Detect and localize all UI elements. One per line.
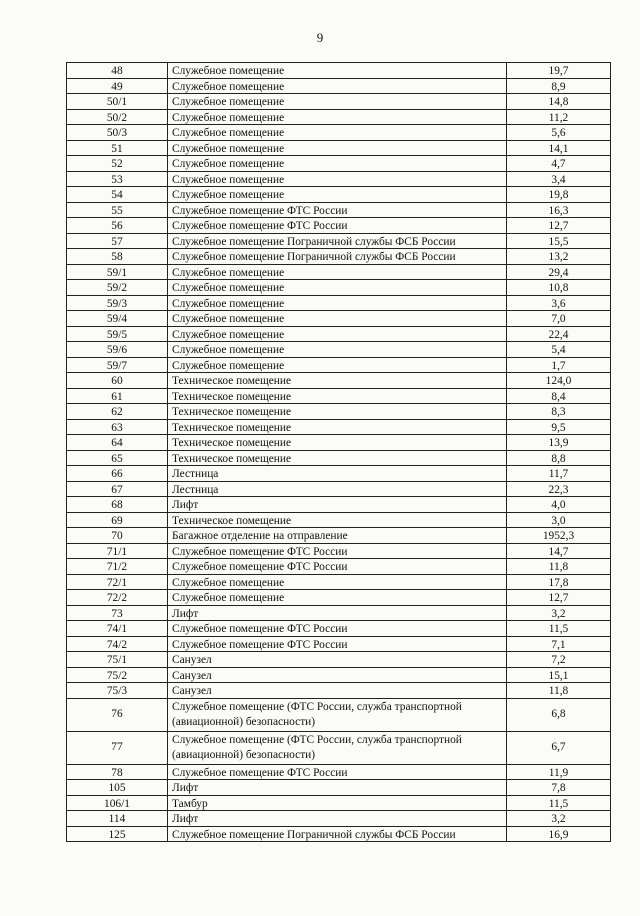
table-row bbox=[67, 264, 611, 280]
room-number-cell: 71/2 bbox=[67, 559, 168, 575]
room-number-cell: 75/2 bbox=[67, 667, 168, 683]
table-row bbox=[67, 388, 611, 404]
table-row bbox=[67, 698, 611, 731]
room-area-cell: 5,4 bbox=[507, 342, 611, 358]
room-number-cell: 70 bbox=[67, 528, 168, 544]
room-number-cell: 72/2 bbox=[67, 590, 168, 606]
room-name-cell: Служебное помещение ФТС России bbox=[168, 543, 507, 559]
room-name-cell: Служебное помещение bbox=[168, 156, 507, 172]
room-name-cell: Служебное помещение ФТС России bbox=[168, 218, 507, 234]
table-row bbox=[67, 419, 611, 435]
page-number: 9 bbox=[316, 30, 324, 45]
room-area-cell: 7,8 bbox=[507, 780, 611, 796]
room-name-cell: Техническое помещение bbox=[168, 435, 507, 451]
room-number-cell: 59/7 bbox=[67, 357, 168, 373]
room-name-cell: Служебное помещение Пограничной службы ФСБ России bbox=[168, 826, 507, 842]
table-row bbox=[67, 450, 611, 466]
table-row bbox=[67, 311, 611, 327]
room-area-cell: 11,2 bbox=[507, 109, 611, 125]
room-name-cell: Лифт bbox=[168, 497, 507, 513]
room-number-cell: 54 bbox=[67, 187, 168, 203]
room-area-cell: 19,8 bbox=[507, 187, 611, 203]
room-area-cell: 14,7 bbox=[507, 543, 611, 559]
room-number-cell: 58 bbox=[67, 249, 168, 265]
room-area-cell: 22,3 bbox=[507, 481, 611, 497]
table-row bbox=[67, 280, 611, 296]
room-name-cell: Служебное помещение bbox=[168, 264, 507, 280]
room-number-cell: 73 bbox=[67, 605, 168, 621]
table-row bbox=[67, 574, 611, 590]
table-row bbox=[67, 156, 611, 172]
table-row bbox=[67, 528, 611, 544]
room-number-cell: 66 bbox=[67, 466, 168, 482]
room-name-cell: Санузел bbox=[168, 667, 507, 683]
table-row bbox=[67, 683, 611, 699]
room-name-cell: Техническое помещение bbox=[168, 388, 507, 404]
room-number-cell: 67 bbox=[67, 481, 168, 497]
room-area-cell: 124,0 bbox=[507, 373, 611, 389]
room-area-cell: 13,2 bbox=[507, 249, 611, 265]
room-area-cell: 7,0 bbox=[507, 311, 611, 327]
room-name-cell: Лифт bbox=[168, 780, 507, 796]
table-row bbox=[67, 636, 611, 652]
room-number-cell: 72/1 bbox=[67, 574, 168, 590]
room-area-cell: 8,8 bbox=[507, 450, 611, 466]
room-name-cell: Служебное помещение bbox=[168, 63, 507, 79]
room-name-cell: Служебное помещение bbox=[168, 140, 507, 156]
room-name-cell: Санузел bbox=[168, 683, 507, 699]
room-area-cell: 16,3 bbox=[507, 202, 611, 218]
room-area-cell: 16,9 bbox=[507, 826, 611, 842]
room-area-cell: 1,7 bbox=[507, 357, 611, 373]
table-row bbox=[67, 466, 611, 482]
room-number-cell: 48 bbox=[67, 63, 168, 79]
room-name-cell: Багажное отделение на отправление bbox=[168, 528, 507, 544]
room-number-cell: 57 bbox=[67, 233, 168, 249]
room-name-cell: Служебное помещение bbox=[168, 326, 507, 342]
room-area-cell: 12,7 bbox=[507, 590, 611, 606]
room-area-cell: 14,8 bbox=[507, 94, 611, 110]
room-area-cell: 3,0 bbox=[507, 512, 611, 528]
room-area-cell: 11,5 bbox=[507, 795, 611, 811]
room-name-cell: Служебное помещение bbox=[168, 295, 507, 311]
room-number-cell: 56 bbox=[67, 218, 168, 234]
room-name-cell: Тамбур bbox=[168, 795, 507, 811]
room-area-cell: 3,6 bbox=[507, 295, 611, 311]
room-number-cell: 59/6 bbox=[67, 342, 168, 358]
room-area-cell: 3,2 bbox=[507, 605, 611, 621]
room-area-cell: 12,7 bbox=[507, 218, 611, 234]
room-name-cell: Служебное помещение bbox=[168, 357, 507, 373]
rooms-table bbox=[66, 62, 611, 842]
room-number-cell: 125 bbox=[67, 826, 168, 842]
room-name-cell: Служебное помещение Пограничной службы ФСБ России bbox=[168, 233, 507, 249]
room-name-cell: Служебное помещение bbox=[168, 187, 507, 203]
room-number-cell: 71/1 bbox=[67, 543, 168, 559]
table-row bbox=[67, 342, 611, 358]
table-row bbox=[67, 590, 611, 606]
room-number-cell: 50/1 bbox=[67, 94, 168, 110]
room-area-cell: 3,4 bbox=[507, 171, 611, 187]
table-row bbox=[67, 94, 611, 110]
room-area-cell: 22,4 bbox=[507, 326, 611, 342]
room-name-cell: Лифт bbox=[168, 605, 507, 621]
table-row bbox=[67, 373, 611, 389]
table-row bbox=[67, 140, 611, 156]
room-name-cell: Служебное помещение ФТС России bbox=[168, 621, 507, 637]
room-area-cell: 10,8 bbox=[507, 280, 611, 296]
room-name-cell: Служебное помещение ФТС России bbox=[168, 202, 507, 218]
table-row bbox=[67, 811, 611, 827]
room-number-cell: 63 bbox=[67, 419, 168, 435]
room-name-cell: Служебное помещение bbox=[168, 109, 507, 125]
table-row bbox=[67, 187, 611, 203]
room-number-cell: 106/1 bbox=[67, 795, 168, 811]
rooms-table-body bbox=[67, 63, 611, 842]
table-row bbox=[67, 202, 611, 218]
room-number-cell: 68 bbox=[67, 497, 168, 513]
table-row bbox=[67, 233, 611, 249]
table-row bbox=[67, 795, 611, 811]
room-name-cell: Служебное помещение bbox=[168, 280, 507, 296]
room-area-cell: 15,5 bbox=[507, 233, 611, 249]
room-area-cell: 9,5 bbox=[507, 419, 611, 435]
room-number-cell: 105 bbox=[67, 780, 168, 796]
table-row bbox=[67, 497, 611, 513]
room-area-cell: 8,9 bbox=[507, 78, 611, 94]
room-number-cell: 77 bbox=[67, 731, 168, 764]
room-name-cell: Служебное помещение bbox=[168, 78, 507, 94]
room-number-cell: 64 bbox=[67, 435, 168, 451]
table-row bbox=[67, 621, 611, 637]
table-row bbox=[67, 543, 611, 559]
room-area-cell: 1952,3 bbox=[507, 528, 611, 544]
room-name-cell: Техническое помещение bbox=[168, 404, 507, 420]
room-name-cell: Служебное помещение ФТС России bbox=[168, 764, 507, 780]
room-name-cell: Техническое помещение bbox=[168, 450, 507, 466]
room-name-cell: Техническое помещение bbox=[168, 373, 507, 389]
room-area-cell: 7,1 bbox=[507, 636, 611, 652]
room-number-cell: 60 bbox=[67, 373, 168, 389]
room-area-cell: 11,8 bbox=[507, 559, 611, 575]
room-area-cell: 15,1 bbox=[507, 667, 611, 683]
room-number-cell: 114 bbox=[67, 811, 168, 827]
room-name-cell: Служебное помещение bbox=[168, 590, 507, 606]
table-row bbox=[67, 326, 611, 342]
room-area-cell: 11,5 bbox=[507, 621, 611, 637]
table-row bbox=[67, 249, 611, 265]
table-row bbox=[67, 780, 611, 796]
table-row bbox=[67, 764, 611, 780]
table-row bbox=[67, 109, 611, 125]
table-row bbox=[67, 667, 611, 683]
room-number-cell: 69 bbox=[67, 512, 168, 528]
room-number-cell: 49 bbox=[67, 78, 168, 94]
room-area-cell: 13,9 bbox=[507, 435, 611, 451]
room-name-cell: Служебное помещение (ФТС России, служба транспортной (авиационной) безопасности) bbox=[168, 731, 507, 764]
table-row bbox=[67, 605, 611, 621]
room-number-cell: 51 bbox=[67, 140, 168, 156]
room-area-cell: 3,2 bbox=[507, 811, 611, 827]
room-name-cell: Служебное помещение (ФТС России, служба транспортной (авиационной) безопасности) bbox=[168, 698, 507, 731]
table-row bbox=[67, 125, 611, 141]
table-row bbox=[67, 512, 611, 528]
table-row bbox=[67, 404, 611, 420]
table-row bbox=[67, 218, 611, 234]
room-area-cell: 29,4 bbox=[507, 264, 611, 280]
table-row bbox=[67, 63, 611, 79]
room-area-cell: 11,9 bbox=[507, 764, 611, 780]
room-area-cell: 11,8 bbox=[507, 683, 611, 699]
table-row bbox=[67, 731, 611, 764]
room-area-cell: 8,4 bbox=[507, 388, 611, 404]
room-number-cell: 59/3 bbox=[67, 295, 168, 311]
room-area-cell: 11,7 bbox=[507, 466, 611, 482]
room-number-cell: 59/1 bbox=[67, 264, 168, 280]
room-name-cell: Лестница bbox=[168, 481, 507, 497]
room-name-cell: Служебное помещение bbox=[168, 311, 507, 327]
room-number-cell: 59/4 bbox=[67, 311, 168, 327]
room-name-cell: Служебное помещение bbox=[168, 574, 507, 590]
room-number-cell: 55 bbox=[67, 202, 168, 218]
room-area-cell: 8,3 bbox=[507, 404, 611, 420]
room-number-cell: 59/2 bbox=[67, 280, 168, 296]
room-area-cell: 7,2 bbox=[507, 652, 611, 668]
room-area-cell: 5,6 bbox=[507, 125, 611, 141]
room-name-cell: Техническое помещение bbox=[168, 419, 507, 435]
table-row bbox=[67, 481, 611, 497]
room-area-cell: 4,7 bbox=[507, 156, 611, 172]
room-number-cell: 59/5 bbox=[67, 326, 168, 342]
table-row bbox=[67, 171, 611, 187]
room-name-cell: Техническое помещение bbox=[168, 512, 507, 528]
room-area-cell: 19,7 bbox=[507, 63, 611, 79]
room-number-cell: 52 bbox=[67, 156, 168, 172]
room-name-cell: Служебное помещение bbox=[168, 342, 507, 358]
room-area-cell: 4,0 bbox=[507, 497, 611, 513]
room-area-cell: 6,7 bbox=[507, 731, 611, 764]
table-row bbox=[67, 295, 611, 311]
table-row bbox=[67, 652, 611, 668]
room-number-cell: 50/3 bbox=[67, 125, 168, 141]
room-number-cell: 74/2 bbox=[67, 636, 168, 652]
room-number-cell: 76 bbox=[67, 698, 168, 731]
table-row bbox=[67, 357, 611, 373]
room-number-cell: 78 bbox=[67, 764, 168, 780]
room-number-cell: 62 bbox=[67, 404, 168, 420]
room-name-cell: Лифт bbox=[168, 811, 507, 827]
room-name-cell: Служебное помещение Пограничной службы ФСБ России bbox=[168, 249, 507, 265]
room-name-cell: Санузел bbox=[168, 652, 507, 668]
room-area-cell: 17,8 bbox=[507, 574, 611, 590]
room-name-cell: Служебное помещение bbox=[168, 171, 507, 187]
table-row bbox=[67, 78, 611, 94]
room-name-cell: Служебное помещение ФТС России bbox=[168, 559, 507, 575]
room-name-cell: Служебное помещение bbox=[168, 94, 507, 110]
room-number-cell: 75/3 bbox=[67, 683, 168, 699]
room-area-cell: 14,1 bbox=[507, 140, 611, 156]
room-number-cell: 75/1 bbox=[67, 652, 168, 668]
room-name-cell: Лестница bbox=[168, 466, 507, 482]
room-area-cell: 6,8 bbox=[507, 698, 611, 731]
table-row bbox=[67, 826, 611, 842]
room-number-cell: 65 bbox=[67, 450, 168, 466]
room-name-cell: Служебное помещение ФТС России bbox=[168, 636, 507, 652]
table-row bbox=[67, 435, 611, 451]
room-number-cell: 50/2 bbox=[67, 109, 168, 125]
room-number-cell: 53 bbox=[67, 171, 168, 187]
room-name-cell: Служебное помещение bbox=[168, 125, 507, 141]
table-row bbox=[67, 559, 611, 575]
room-number-cell: 74/1 bbox=[67, 621, 168, 637]
room-number-cell: 61 bbox=[67, 388, 168, 404]
